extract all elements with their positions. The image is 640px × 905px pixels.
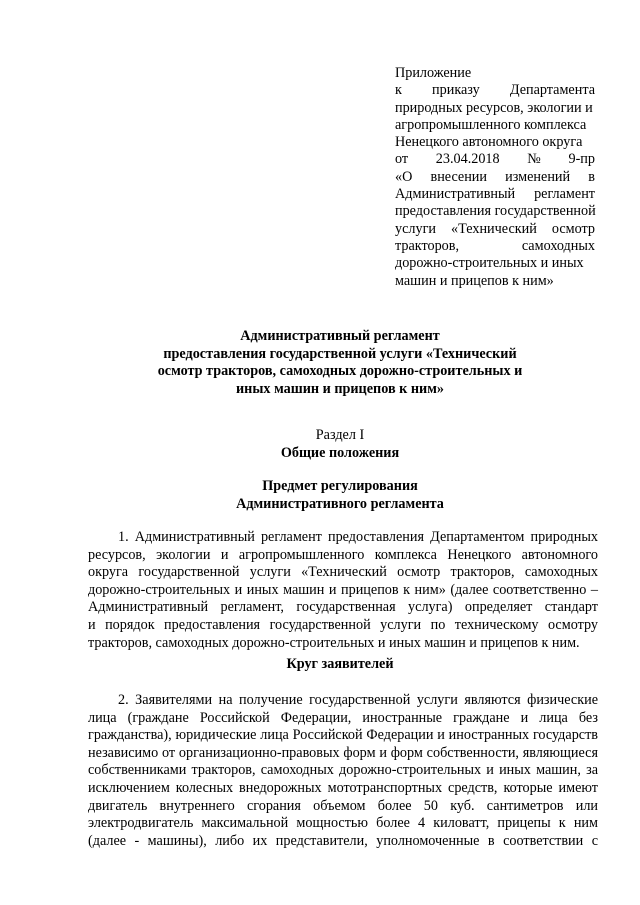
annex-line: Административный регламент <box>395 186 595 203</box>
annex-line: природных ресурсов, экологии и <box>395 99 593 116</box>
annex-line: агропромышленного комплекса <box>395 116 587 133</box>
paragraph-2: 2. Заявителями на получение государственной услуги являются физические лица (граждане Российской Федерации, иностранные граждане и лица без гражданства), юридические лица Российской Федерации и иностранных государств независимо от организационно-правовых форм и форм собственности, являющиеся собственниками тракторов, самоходных дорожно-строительных и иных машин, за исключением колесных внедорожных мототранспортных средств, которые имеют двигатель внутреннего сгорания объемом более 50 куб. сантиметров или электродвигатель максимальной мощностью более 4 киловатт, прицепы к ним (далее - машины), либо их представители, уполномоченные в соответствии с <box>88 692 598 849</box>
annex-order-date: от 23.04.2018 № 9-пр <box>395 151 595 168</box>
section-name: Общие положения <box>280 444 400 461</box>
paragraph-1: 1. Административный регламент предоставления Департаментом природных ресурсов, экологии и агропромышленного комплекса Ненецкого автономного округа государственной услуги «Технический осмотр тракторов, самоходных дорожно-строительных и иных машин и прицепов к ним» (далее соответственно – Административный регламент, государственная услуга) определяет стандарт и порядок предоставления государственной услуги по техническому осмотру тракторов, самоходных дорожно-строительных и иных машин и прицепов к ним. <box>88 529 598 651</box>
annex-title: Приложение <box>395 65 472 81</box>
annex-line: дорожно-строительных и иных <box>395 255 584 272</box>
section-number: Раздел I <box>315 427 365 443</box>
annex-line: к приказу Департамента <box>395 82 595 99</box>
annex-header <box>395 65 595 290</box>
annex-line: услуги «Технический осмотр <box>395 220 595 237</box>
annex-line: Ненецкого автономного округа <box>395 134 583 151</box>
annex-line: «О внесении изменений в <box>395 168 595 185</box>
annex-line: предоставления государственной <box>395 203 596 220</box>
applicants-heading: Круг заявителей <box>286 656 394 672</box>
annex-line: тракторов, самоходных <box>395 237 595 254</box>
subject-heading: Предмет регулирования Административного регламента <box>236 478 444 512</box>
section-heading <box>60 427 620 462</box>
document-title: Административный регламент предоставления государственной услуги «Технический осмотр тракторов, самоходных дорожно-строительных и иных машин и прицепов к ним» <box>157 328 523 397</box>
annex-line: машин и прицепов к ним» <box>395 272 554 289</box>
